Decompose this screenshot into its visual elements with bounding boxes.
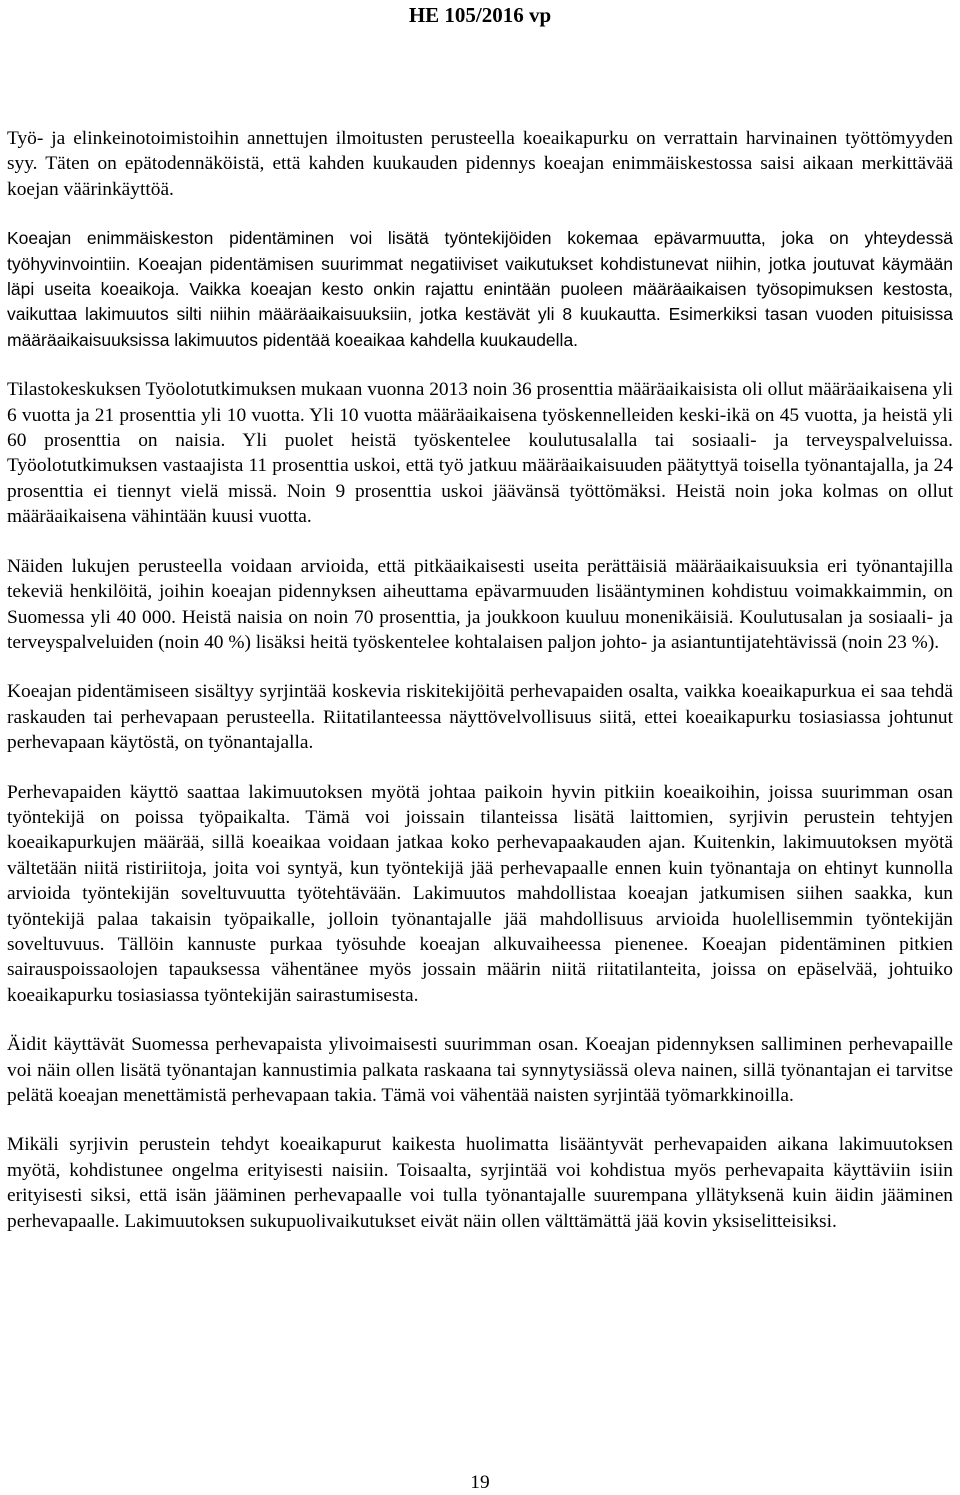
document-header: HE 105/2016 vp xyxy=(408,3,552,27)
paragraph-6: Perhevapaiden käyttö saattaa lakimuutoksen myötä johtaa paikoin hyvin pitkiin koeaikoihin, joissa suurimman osan työntekijä on poissa työpaikalta. Tämä voi joissain tilanteissa lisätä laittomien, syrjivin perustein tehtyjen koeaikapurkujen määrää, sillä koeaikaa voidaan jatkaa koko perhevapaakauden ajan. Kuitenkin, lakimuutoksen myötä vältetään niitä ristiriitoja, joita voi syntyä, kun työntekijä jää perhevapaalle ennen kuin työnantaja on ehtinyt kunnolla arvioida työntekijän soveltuvuutta työtehtävään. Lakimuutos mahdollistaa koeajan jatkumisen siihen saakka, kun työntekijä palaa takaisin työpaikalle, jolloin työnantajalle jää mahdollisuus arvioida huolellisemmin työntekijän soveltuvuus. Tällöin kannuste purkaa työsuhde koeajan alkuvaiheessa pienenee. Koeajan pidentäminen pitkien sairauspoissaolojen tapauksessa vähentänee myös jossain määrin niitä riitatilanteita, joissa on epäselvää, johtuiko koeaikapurku tosiasiassa työntekijän sairastumisesta. xyxy=(7,781,953,1006)
paragraph-3: Tilastokeskuksen Työolotutkimuksen mukaan vuonna 2013 noin 36 prosenttia määräaikaisista oli ollut määräaikaisena yli 6 vuotta ja 21 prosenttia yli 10 vuotta. Yli 10 vuotta määräaikaisena työskennelleiden keski-ikä on 45 vuotta, ja heistä yli 60 prosenttia on naisia. Yli puolet heistä työskentelee koulutusalalla tai sosiaali- ja terveyspalveluissa. Työolotutkimuksen vastaajista 11 prosenttia uskoi, että työ jatkuu määräaikaisuuden päätyttyä toisella työnantajalla, ja 24 prosenttia ei tiennyt vielä missä. Noin 9 prosenttia uskoi jäävänsä työttömäksi. Heistä noin joka kolmas on ollut määräaikaisena vähintään kuusi vuotta. xyxy=(7,379,953,528)
paragraph-2: Koeajan enimmäiskeston pidentäminen voi lisätä työntekijöiden kokemaa epävarmuutta, joka on yhteydessä työhyvinvointiin. Koeajan pidentämisen suurimmat negatiiviset vaikutukset kohdistunevat niihin, jotka joutuvat käymään läpi useita koeaikoja. Vaikka koeajan kesto onkin rajattu enintään puoleen määräaikaisen työsopimuksen kestosta, vaikuttaa lakimuutos silti niihin määräaikaisuuksiin, jotka kestävät yli 8 kuukautta. Esimerkiksi tasan vuoden pituisissa määräaikaisuuksissa lakimuutos pidentää koeaikaa kahdella kuukaudella. xyxy=(7,228,953,350)
paragraph-8: Mikäli syrjivin perustein tehdyt koeaikapurut kaikesta huolimatta lisääntyvät perhevapaiden aikana lakimuutoksen myötä, kohdistunee ongelma erityisesti naisiin. Toisaalta, syrjintää voi kohdistua myös perhevapaita käyttäviin isiin erityisesti siksi, että isän jääminen perhevapaalle voi tulla työnantajalle suurempana yllätyksenä kuin äidin jääminen perhevapaalle. Lakimuutoksen sukupuolivaikutukset eivät näin ollen välttämättä jää kovin yksiselitteisiksi. xyxy=(7,1134,953,1232)
paragraph-4: Näiden lukujen perusteella voidaan arvioida, että pitkäaikaisesti useita perättäisiä määräaikaisuuksia eri työnantajilla tekeviä henkilöitä, joihin koeajan pidennyksen aiheuttama epävarmuuden lisääntyminen kohdistuu voimakkaimmin, on Suomessa yli 40 000. Heistä naisia on noin 70 prosenttia, ja joukkoon kuuluu monenikäisiä. Koulutusalan ja sosiaali- ja terveyspalveluiden (noin 40 %) lisäksi heitä työskentelee kohtalaisen paljon johto- ja asiantuntijatehtävissä (noin 23 %). xyxy=(7,555,953,653)
page-number: 19 xyxy=(470,1472,490,1493)
paragraph-1: Työ- ja elinkeinotoimistoihin annettujen ilmoitusten perusteella koeaikapurku on verrattain harvinainen työttömyyden syy. Täten on epätodennäköistä, että kahden kuukauden pidennys koeajan enimmäiskestossa saisi aikaan merkittävää koejan väärinkäyttöä. xyxy=(7,128,953,200)
paragraph-5: Koeajan pidentämiseen sisältyy syrjintää koskevia riskitekijöitä perhevapaiden osalta, vaikka koeaikapurkua ei saa tehdä raskauden tai perhevapaan perusteella. Riitatilanteessa näyttövelvollisuus siitä, ettei koeaikapurku tosiasiassa johtunut perhevapaan käytöstä, on työnantajalla. xyxy=(7,681,953,754)
paragraph-7: Äidit käyttävät Suomessa perhevapaista ylivoimaisesti suurimman osan. Koeajan pidennyksen salliminen perhevapaille voi näin ollen lisätä työnantajan kannustimia palkata raskaana tai synnytysiässä oleva nainen, sillä työnantajan ei tarvitse pelätä koeajan menettämistä perhevapaan takia. Tämä voi vähentää naisten syrjintää työmarkkinoilla. xyxy=(7,1034,953,1106)
document-body xyxy=(7,126,953,1258)
